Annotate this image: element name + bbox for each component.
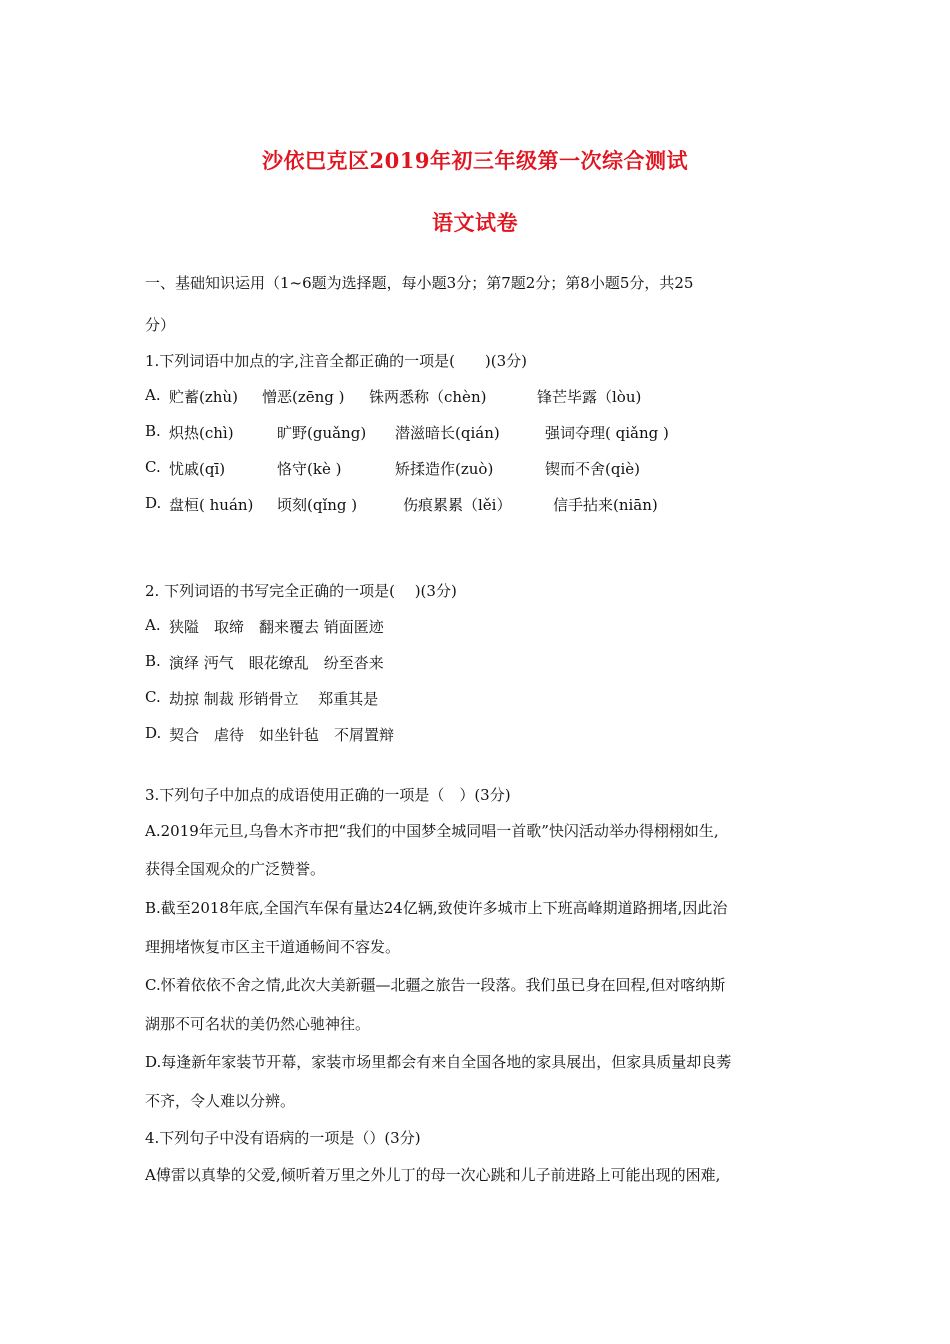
q3-stem: 3.下列句子中加点的成语使用正确的一项是（ ）(3分) [145,786,511,804]
exam-subtitle: 语文试卷 [432,210,518,235]
option-word: 旷野(guǎng) [277,424,367,442]
option-letter: B. [145,652,161,670]
q2-option-c [145,688,379,708]
section-heading: 一、基础知识运用（1~6题为选择题，每小题3分；第7题2分；第8小题5分，共25 [145,274,694,292]
q3-option-d: D.每逢新年家装节开幕，家装市场里都会有来自全国各地的家具展出，但家具质量却良莠 [145,1053,732,1071]
section-heading-cont: 分） [145,316,176,334]
q1-option-b [145,422,669,442]
option-word: 矫揉造作(zuò) [395,460,494,478]
option-word: 潜滋暗长(qián) [395,424,500,442]
option-word: 恪守(kè ) [277,460,342,478]
q3-option-a-cont: 获得全国观众的广泛赞誉。 [145,860,326,878]
q3-option-c: C.怀着依依不舍之情,此次大美新疆—北疆之旅告一段落。我们虽已身在回程,但对喀纳斯 [145,976,726,994]
q2-option-a [145,616,384,636]
option-word: 憎恶(zēng ) [262,388,345,406]
option-word: 顷刻(qǐng ) [277,496,358,514]
exam-title: 沙依巴克区2019年初三年级第一次综合测试 [262,148,688,173]
option-letter: D. [145,724,162,742]
option-word: 伤痕累累（lěi） [403,496,512,514]
option-letter: D. [145,494,162,512]
q2-stem: 2. 下列词语的书写完全正确的一项是( )(3分) [145,582,457,600]
q3-option-a: A.2019年元旦,乌鲁木齐市把“我们的中国梦全城同唱一首歌”快闪活动举办得栩栩如生, [145,822,719,840]
option-text: 狭隘 取缔 翻来覆去 销面匿迹 [169,618,384,636]
option-letter: A. [145,386,161,404]
option-word: 贮蓄(zhù) [169,388,238,406]
q3-option-d-cont: 不齐，令人难以分辨。 [145,1092,296,1110]
q2-option-d [145,724,395,744]
option-word: 铢两悉称（chèn) [369,388,487,406]
option-letter: C. [145,688,161,706]
option-word: 忧戚(qī) [169,460,226,478]
option-word: 炽热(chì) [169,424,234,442]
option-word: 盘桓( huán) [169,496,254,514]
q4-stem: 4.下列句子中没有语病的一项是（）(3分) [145,1129,421,1147]
q3-option-c-cont: 湖那不可名状的美仍然心驰神往。 [145,1015,371,1033]
option-word: 锲而不舍(qiè) [545,460,640,478]
q2-option-b [145,652,384,672]
option-letter: B. [145,422,161,440]
q1-option-c [145,458,640,478]
q1-option-d [145,494,658,514]
q3-option-b-cont: 理拥堵恢复市区主干道通畅间不容发。 [145,938,401,956]
option-word: 信手拈来(niān) [553,496,658,514]
option-text: 劫掠 制裁 形销骨立 郑重其是 [169,690,379,708]
option-word: 强词夺理( qiǎng ) [545,424,669,442]
option-text: 演绎 沔气 眼花缭乱 纷至沓来 [169,654,384,672]
option-letter: C. [145,458,161,476]
option-letter: A. [145,616,161,634]
q1-stem: 1.下列词语中加点的字,注音全都正确的一项是( )(3分) [145,352,528,370]
option-text: 契合 虐待 如坐针毡 不屑置辩 [169,726,395,744]
q4-option-a: A傅雷以真挚的父爱,倾听着万里之外儿丁的母一次心跳和儿子前进路上可能出现的困难, [145,1166,721,1184]
q3-option-b: B.截至2018年底,全国汽车保有量达24亿辆,致使许多城市上下班高峰期道路拥堵,因此治 [145,899,728,917]
q1-option-a [145,386,642,406]
option-word: 锋芒毕露（lòu) [537,388,642,406]
